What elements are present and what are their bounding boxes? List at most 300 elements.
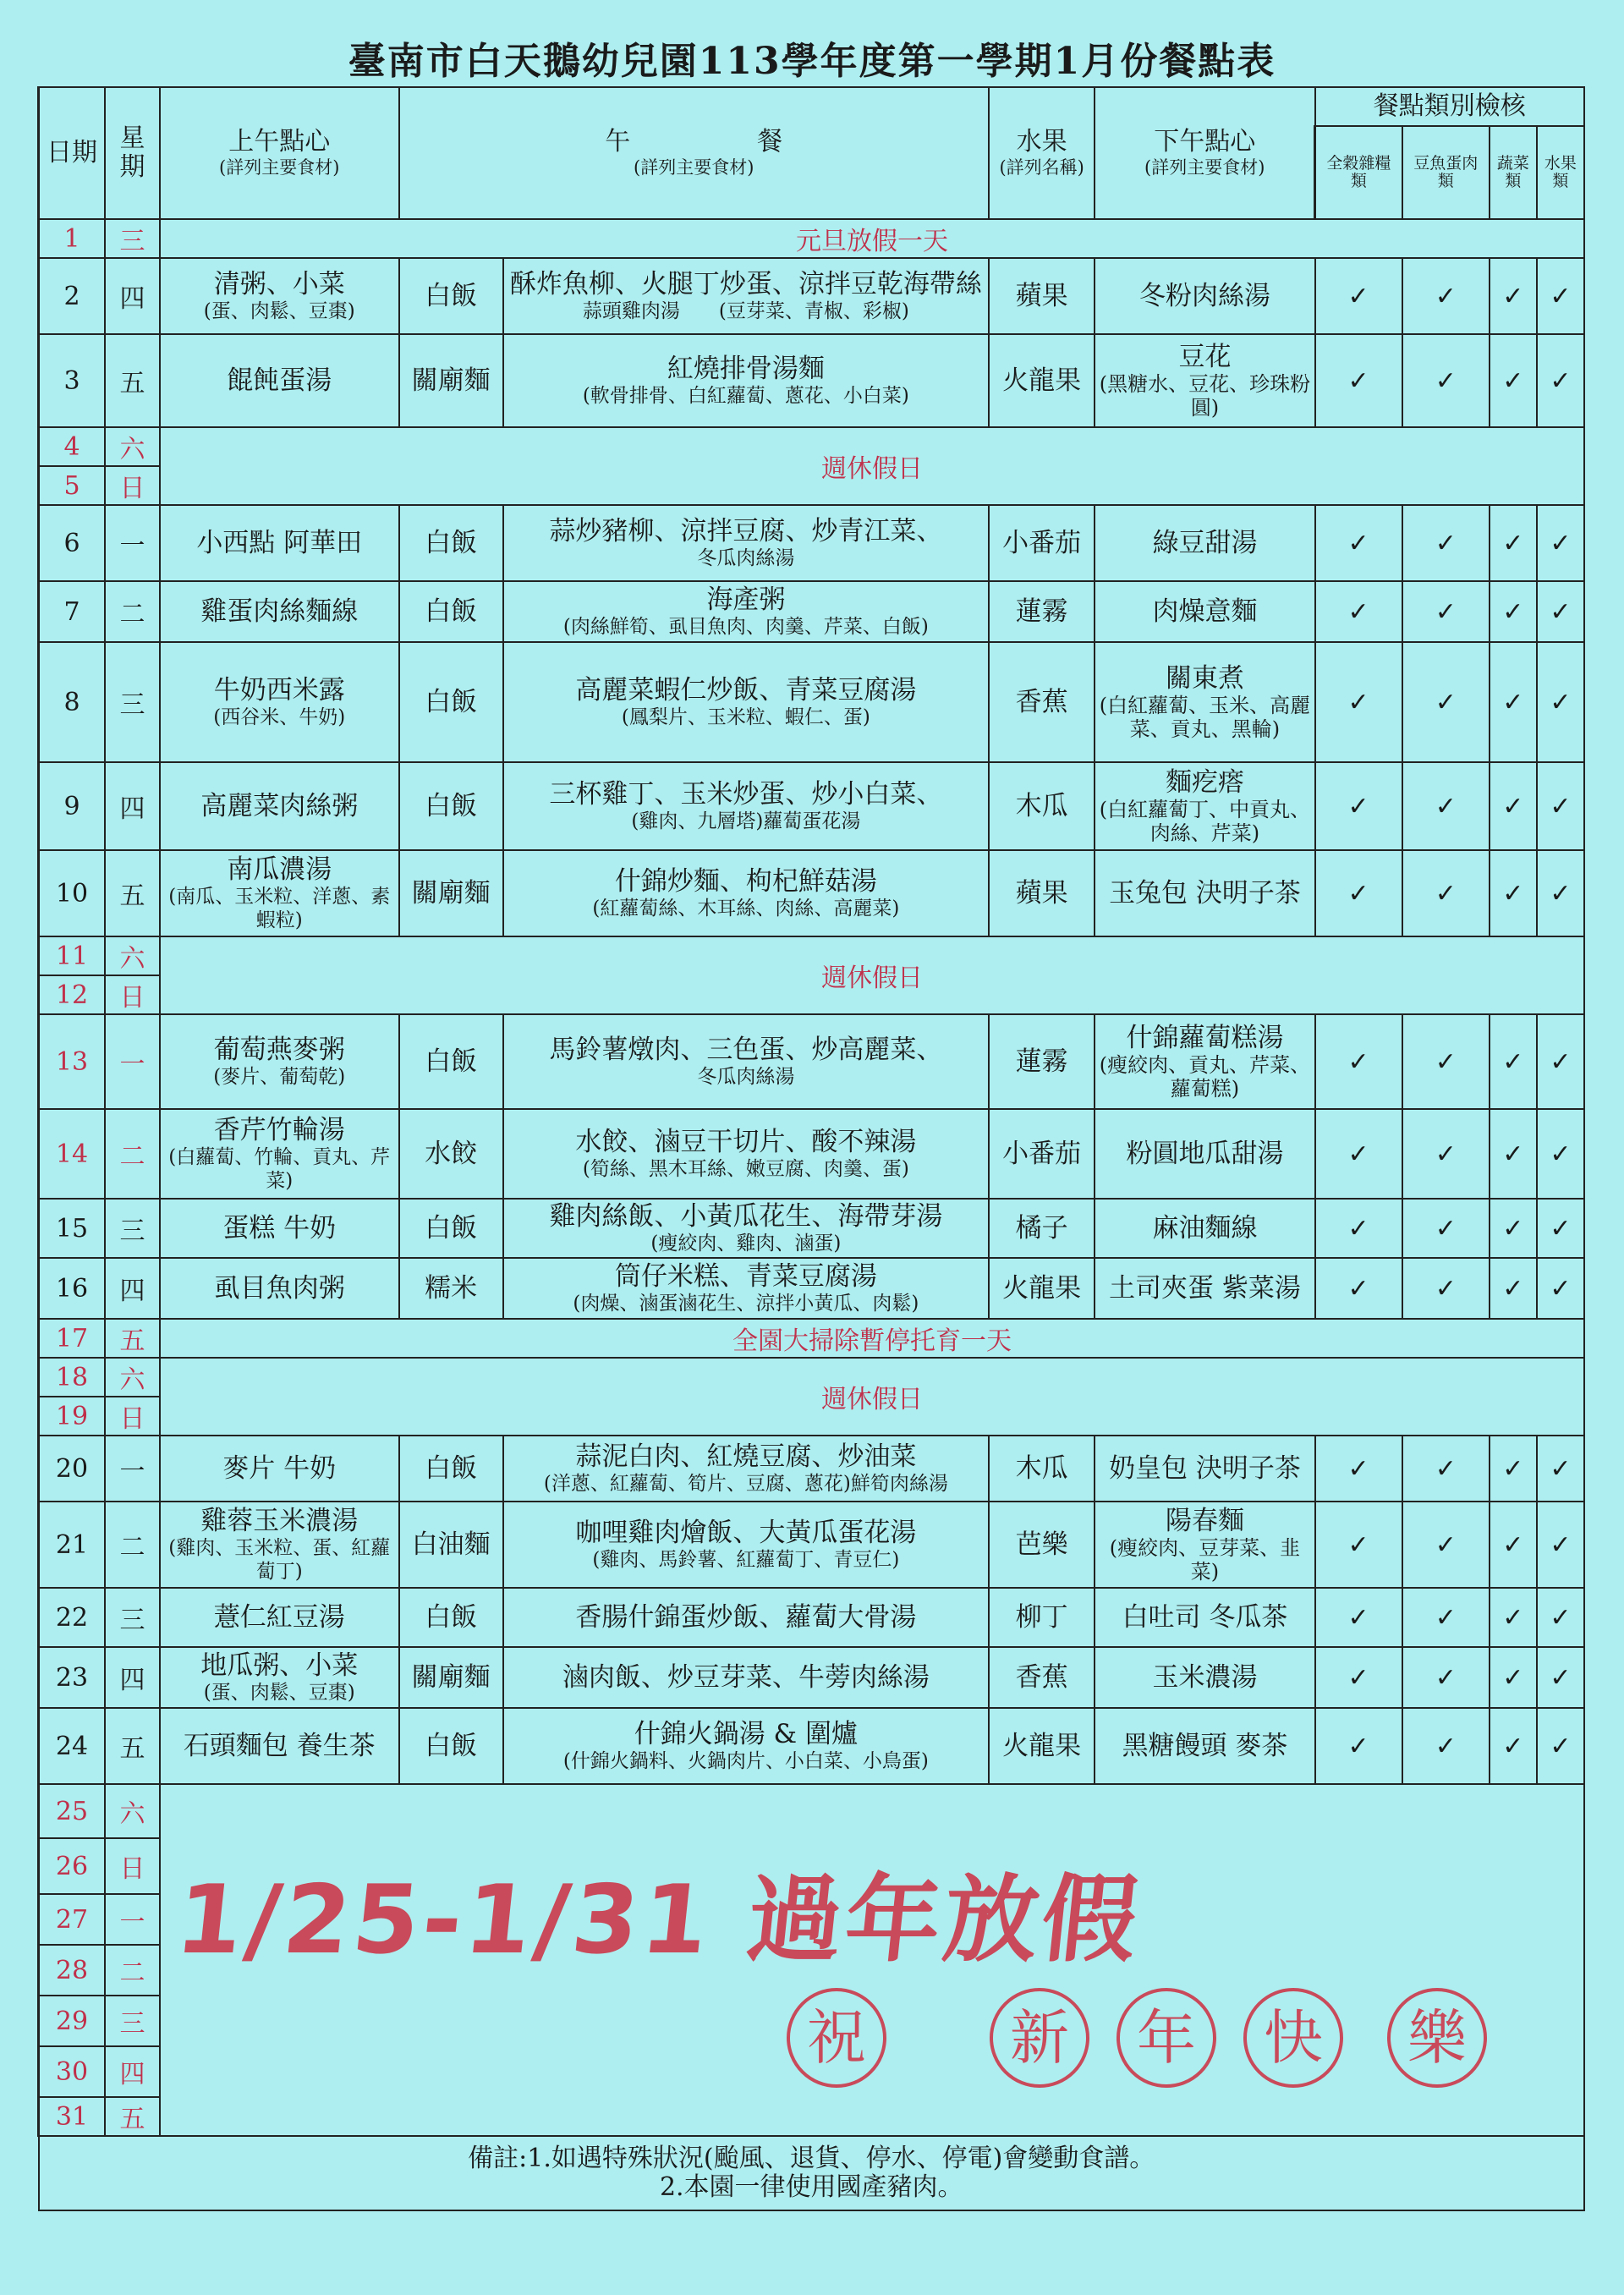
check-mark: ✓: [1315, 1647, 1402, 1708]
day-cell: 29: [39, 1996, 105, 2046]
pm-snack-name: 麵疙瘩: [1165, 767, 1244, 798]
day-cell: 11: [39, 936, 105, 975]
pm-snack-ingredients: (白紅蘿蔔丁、中貢丸、肉絲、芹菜): [1099, 798, 1311, 845]
day-cell: 2: [39, 258, 105, 334]
lunch-cell: [503, 1109, 989, 1199]
check-mark: ✓: [1537, 1502, 1584, 1588]
weekday-cell: 日: [105, 466, 160, 505]
weekday-cell: 四: [105, 1647, 160, 1708]
am-snack-ingredients: (白蘿蔔、竹輪、貢丸、芹菜): [168, 1146, 391, 1192]
check-mark: ✓: [1490, 1708, 1537, 1784]
pm-snack-name: 關東煮: [1165, 663, 1244, 694]
weekday-cell: 三: [105, 1588, 160, 1647]
holiday-cell: 週休假日: [160, 427, 1584, 505]
pm-snack-name: 粉圓地瓜甜湯: [1126, 1139, 1284, 1169]
staple-cell: 白飯: [399, 1588, 503, 1647]
fruit-cell: 蓮霧: [989, 1014, 1095, 1109]
day-cell: 23: [39, 1647, 105, 1708]
menu-row: [39, 850, 1585, 936]
check-mark: ✓: [1537, 1436, 1584, 1502]
staple-cell: 白飯: [399, 258, 503, 334]
day-cell: 3: [39, 334, 105, 427]
lunch-cell: [503, 1502, 989, 1588]
check-mark: ✓: [1537, 334, 1584, 427]
lunch-ingredients: (軟骨排骨、白紅蘿蔔、蔥花、小白菜): [582, 385, 909, 407]
check-mark: ✓: [1402, 1436, 1490, 1502]
check-mark: ✓: [1537, 581, 1584, 642]
lunch-ingredients: (雞肉、九層塔)蘿蔔蛋花湯: [631, 810, 861, 832]
day-cell: 6: [39, 505, 105, 581]
fruit-cell: 蘋果: [989, 258, 1095, 334]
weekday-cell: 三: [105, 1199, 160, 1258]
header-check: 餐點類別檢核: [1315, 87, 1584, 126]
check-mark: ✓: [1315, 1708, 1402, 1784]
day-cell: 5: [39, 466, 105, 505]
check-mark: ✓: [1402, 1199, 1490, 1258]
menu-row: [39, 936, 1585, 975]
am-snack-cell: [160, 1588, 399, 1647]
check-mark: ✓: [1315, 581, 1402, 642]
fruit-cell: 蘋果: [989, 850, 1095, 936]
lunch-dishes: 高麗菜蝦仁炒飯、青菜豆腐湯: [575, 675, 917, 706]
lunch-ingredients: (筍絲、黑木耳絲、嫩豆腐、肉羹、蛋): [582, 1158, 909, 1180]
check-mark: ✓: [1315, 505, 1402, 581]
am-snack-ingredients: (南瓜、玉米粒、洋蔥、素蝦粒): [168, 886, 391, 931]
day-cell: 24: [39, 1708, 105, 1784]
header-check-vegetable: 蔬菜類: [1490, 126, 1537, 219]
am-snack-cell: [160, 258, 399, 334]
day-cell: 16: [39, 1258, 105, 1319]
menu-row: [39, 1258, 1585, 1319]
weekday-cell: 五: [105, 2097, 160, 2136]
pm-snack-ingredients: (白紅蘿蔔、玉米、高麗菜、貢丸、黑輪): [1099, 694, 1311, 741]
lunch-dishes: 三杯雞丁、玉米炒蛋、炒小白菜、: [549, 779, 943, 810]
am-snack-cell: [160, 850, 399, 936]
lunch-cell: [503, 581, 989, 642]
pm-snack-cell: [1095, 1708, 1314, 1784]
lunch-cell: [503, 762, 989, 850]
day-cell: 19: [39, 1397, 105, 1436]
menu-row: [39, 1784, 1585, 1838]
lunch-cell: [503, 1014, 989, 1109]
day-cell: 1: [39, 219, 105, 258]
staple-cell: 白飯: [399, 1436, 503, 1502]
weekday-cell: 日: [105, 1838, 160, 1894]
menu-row: [39, 427, 1585, 466]
lunch-cell: [503, 1588, 989, 1647]
menu-row: [39, 642, 1585, 762]
staple-cell: 白油麵: [399, 1502, 503, 1588]
weekday-cell: 三: [105, 1996, 160, 2046]
check-mark: ✓: [1490, 505, 1537, 581]
lunch-cell: [503, 334, 989, 427]
new-year-banner: 1/25-1/31 過年放假: [171, 1865, 1146, 1975]
lunch-dishes: 雞肉絲飯、小黃瓜花生、海帶芽湯: [549, 1201, 943, 1232]
pm-snack-name: 白吐司 冬瓜茶: [1122, 1602, 1288, 1633]
check-mark: ✓: [1315, 1014, 1402, 1109]
menu-row: [39, 1436, 1585, 1502]
lunch-dishes: 水餃、滷豆干切片、酸不辣湯: [575, 1127, 917, 1157]
greeting-char-1: 祝: [787, 1988, 886, 2088]
check-mark: ✓: [1537, 1258, 1584, 1319]
weekday-cell: 五: [105, 1708, 160, 1784]
check-mark: ✓: [1537, 1199, 1584, 1258]
am-snack-name: 麥片 牛奶: [222, 1453, 337, 1484]
check-mark: ✓: [1490, 762, 1537, 850]
day-cell: 14: [39, 1109, 105, 1199]
pm-snack-cell: [1095, 505, 1314, 581]
staple-cell: 關廟麵: [399, 1647, 503, 1708]
check-mark: ✓: [1315, 762, 1402, 850]
pm-snack-cell: [1095, 1014, 1314, 1109]
staple-cell: 水餃: [399, 1109, 503, 1199]
pm-snack-cell: [1095, 762, 1314, 850]
day-cell: 26: [39, 1838, 105, 1894]
check-mark: ✓: [1402, 850, 1490, 936]
am-snack-ingredients: (蛋、肉鬆、豆棗): [203, 300, 355, 322]
am-snack-cell: [160, 1502, 399, 1588]
fruit-cell: 火龍果: [989, 1258, 1095, 1319]
am-snack-ingredients: (雞肉、玉米粒、蛋、紅蘿蔔丁): [168, 1537, 391, 1583]
staple-cell: 白飯: [399, 1014, 503, 1109]
check-mark: ✓: [1315, 258, 1402, 334]
day-cell: 7: [39, 581, 105, 642]
check-mark: ✓: [1315, 334, 1402, 427]
check-mark: ✓: [1490, 1014, 1537, 1109]
am-snack-name: 南瓜濃湯: [227, 854, 332, 885]
note-line-2: 2.本園一律使用國產豬肉。: [659, 2172, 963, 2202]
check-mark: ✓: [1402, 1258, 1490, 1319]
check-mark: ✓: [1315, 1258, 1402, 1319]
pm-snack-cell: [1095, 1258, 1314, 1319]
pm-snack-cell: [1095, 642, 1314, 762]
menu-row: [39, 258, 1585, 334]
am-snack-name: 餛飩蛋湯: [227, 365, 332, 396]
header-day: 日期: [39, 87, 105, 219]
lunch-cell: [503, 1436, 989, 1502]
day-cell: 10: [39, 850, 105, 936]
weekday-cell: 四: [105, 2046, 160, 2097]
weekday-cell: 五: [105, 334, 160, 427]
lunch-dishes: 香腸什錦蛋炒飯、蘿蔔大骨湯: [575, 1602, 917, 1633]
check-mark: ✓: [1537, 258, 1584, 334]
check-mark: ✓: [1537, 1014, 1584, 1109]
check-mark: ✓: [1537, 1588, 1584, 1647]
lunch-ingredients: (洋蔥、紅蘿蔔、筍片、豆腐、蔥花)鮮筍肉絲湯: [543, 1473, 948, 1495]
weekday-cell: 二: [105, 1502, 160, 1588]
lunch-cell: [503, 1647, 989, 1708]
lunch-dishes: 蒜炒豬柳、涼拌豆腐、炒青江菜、: [549, 516, 943, 546]
am-snack-cell: [160, 1199, 399, 1258]
am-snack-cell: [160, 334, 399, 427]
check-mark: ✓: [1490, 1588, 1537, 1647]
check-mark: ✓: [1490, 1502, 1537, 1588]
check-mark: ✓: [1537, 1708, 1584, 1784]
menu-row: [39, 1502, 1585, 1588]
lunch-cell: [503, 1199, 989, 1258]
check-mark: ✓: [1490, 1258, 1537, 1319]
fruit-cell: 柳丁: [989, 1588, 1095, 1647]
am-snack-cell: [160, 762, 399, 850]
am-snack-name: 高麗菜肉絲粥: [200, 791, 359, 821]
header-am-snack: 上午點心 (詳列主要食材): [160, 87, 399, 219]
lunch-ingredients: (肉燥、滷蛋滷花生、涼拌小黃瓜、肉鬆): [573, 1293, 919, 1315]
am-snack-cell: [160, 1258, 399, 1319]
check-mark: ✓: [1402, 258, 1490, 334]
am-snack-ingredients: (蛋、肉鬆、豆棗): [203, 1682, 355, 1704]
check-mark: ✓: [1315, 642, 1402, 762]
weekday-cell: 三: [105, 219, 160, 258]
am-snack-cell: [160, 1436, 399, 1502]
pm-snack-name: 陽春麵: [1165, 1506, 1244, 1536]
weekday-cell: 四: [105, 258, 160, 334]
header-pm-snack: 下午點心 (詳列主要食材): [1095, 87, 1314, 219]
check-mark: ✓: [1490, 1199, 1537, 1258]
day-cell: 4: [39, 427, 105, 466]
weekday-cell: 日: [105, 975, 160, 1014]
greeting-char-3: 年: [1116, 1988, 1216, 2088]
day-cell: 28: [39, 1945, 105, 1996]
menu-row: [39, 1014, 1585, 1109]
header-weekday: 星期: [105, 87, 160, 219]
am-snack-cell: [160, 1708, 399, 1784]
am-snack-name: 香芹竹輪湯: [213, 1115, 345, 1145]
holiday-cell: 全園大掃除暫停托育一天: [160, 1319, 1584, 1358]
pm-snack-name: 豆花: [1178, 342, 1232, 372]
pm-snack-cell: [1095, 1588, 1314, 1647]
staple-cell: 關廟麵: [399, 850, 503, 936]
pm-snack-cell: [1095, 1199, 1314, 1258]
staple-cell: 白飯: [399, 762, 503, 850]
greeting-char-2: 新: [990, 1988, 1089, 2088]
menu-row: [39, 762, 1585, 850]
am-snack-cell: [160, 1014, 399, 1109]
lunch-dishes: 紅燒排骨湯麵: [667, 354, 825, 384]
day-cell: 18: [39, 1358, 105, 1397]
lunch-cell: [503, 505, 989, 581]
check-mark: ✓: [1402, 1109, 1490, 1199]
pm-snack-cell: [1095, 1436, 1314, 1502]
check-mark: ✓: [1490, 334, 1537, 427]
am-snack-name: 地瓜粥、小菜: [200, 1650, 359, 1681]
fruit-cell: 芭樂: [989, 1502, 1095, 1588]
fruit-cell: 火龍果: [989, 334, 1095, 427]
check-mark: ✓: [1315, 1588, 1402, 1647]
am-snack-ingredients: (麥片、葡萄乾): [213, 1066, 346, 1088]
weekday-cell: 一: [105, 1014, 160, 1109]
day-cell: 31: [39, 2097, 105, 2136]
staple-cell: 白飯: [399, 581, 503, 642]
check-mark: ✓: [1315, 1502, 1402, 1588]
fruit-cell: 小番茄: [989, 1109, 1095, 1199]
pm-snack-name: 肉燥意麵: [1152, 596, 1258, 627]
header-check-grain: 全穀雜糧類: [1315, 126, 1402, 219]
header-check-protein: 豆魚蛋肉類: [1402, 126, 1490, 219]
menu-row: [39, 1708, 1585, 1784]
check-mark: ✓: [1490, 1647, 1537, 1708]
am-snack-cell: [160, 1109, 399, 1199]
lunch-dishes: 什錦炒麵、枸杞鮮菇湯: [614, 866, 877, 897]
check-mark: ✓: [1537, 762, 1584, 850]
am-snack-name: 雞蛋肉絲麵線: [200, 596, 359, 627]
weekday-cell: 五: [105, 850, 160, 936]
lunch-ingredients: (紅蘿蔔絲、木耳絲、肉絲、高麗菜): [592, 898, 900, 920]
weekday-cell: 日: [105, 1397, 160, 1436]
pm-snack-name: 麻油麵線: [1152, 1213, 1258, 1244]
check-mark: ✓: [1490, 258, 1537, 334]
menu-row: [39, 581, 1585, 642]
weekday-cell: 六: [105, 1784, 160, 1838]
lunch-cell: [503, 1708, 989, 1784]
pm-snack-name: 玉兔包 決明子茶: [1109, 878, 1301, 909]
pm-snack-name: 奶皇包 決明子茶: [1109, 1453, 1301, 1484]
staple-cell: 白飯: [399, 642, 503, 762]
pm-snack-cell: [1095, 1647, 1314, 1708]
am-snack-name: 蛋糕 牛奶: [222, 1213, 337, 1244]
greeting-char-5: 樂: [1387, 1988, 1487, 2088]
greeting-char-4: 快: [1243, 1988, 1343, 2088]
lunch-dishes: 什錦火鍋湯 & 圍爐: [634, 1719, 859, 1749]
pm-snack-ingredients: (黑糖水、豆花、珍珠粉圓): [1099, 372, 1311, 420]
check-mark: ✓: [1537, 642, 1584, 762]
fruit-cell: 橘子: [989, 1199, 1095, 1258]
notes: [39, 2136, 1585, 2210]
pm-snack-cell: [1095, 258, 1314, 334]
lunch-ingredients: 冬瓜肉絲湯: [697, 547, 795, 569]
weekday-cell: 六: [105, 936, 160, 975]
check-mark: ✓: [1490, 581, 1537, 642]
am-snack-cell: [160, 505, 399, 581]
pm-snack-cell: [1095, 1109, 1314, 1199]
menu-row: [39, 1319, 1585, 1358]
menu-row: [39, 505, 1585, 581]
note-line-1: 備註:1.如遇特殊狀況(颱風、退貨、停水、停電)會變動食譜。: [468, 2144, 1155, 2173]
staple-cell: 白飯: [399, 1199, 503, 1258]
check-mark: ✓: [1402, 642, 1490, 762]
am-snack-name: 牛奶西米露: [213, 675, 345, 706]
holiday-cell: 週休假日: [160, 936, 1584, 1014]
am-snack-name: 薏仁紅豆湯: [213, 1602, 345, 1633]
check-mark: ✓: [1402, 581, 1490, 642]
lunch-dishes: 馬鈴薯燉肉、三色蛋、炒高麗菜、: [549, 1035, 943, 1065]
menu-row: [39, 334, 1585, 427]
weekday-cell: 三: [105, 642, 160, 762]
lunch-dishes: 蒜泥白肉、紅燒豆腐、炒油菜: [575, 1441, 917, 1472]
weekday-cell: 一: [105, 1436, 160, 1502]
check-mark: ✓: [1490, 1109, 1537, 1199]
pm-snack-ingredients: (瘦絞肉、貢丸、芹菜、蘿蔔糕): [1099, 1053, 1311, 1101]
check-mark: ✓: [1402, 762, 1490, 850]
weekday-cell: 六: [105, 1358, 160, 1397]
check-mark: ✓: [1402, 1502, 1490, 1588]
day-cell: 27: [39, 1894, 105, 1945]
holiday-cell: 週休假日: [160, 1358, 1584, 1436]
day-cell: 12: [39, 975, 105, 1014]
header-fruit: 水果 (詳列名稱): [989, 87, 1095, 219]
check-mark: ✓: [1402, 1647, 1490, 1708]
weekday-cell: 四: [105, 762, 160, 850]
day-cell: 22: [39, 1588, 105, 1647]
weekday-cell: 一: [105, 505, 160, 581]
staple-cell: 糯米: [399, 1258, 503, 1319]
fruit-cell: 小番茄: [989, 505, 1095, 581]
fruit-cell: 香蕉: [989, 1647, 1095, 1708]
am-snack-cell: [160, 581, 399, 642]
check-mark: ✓: [1315, 1436, 1402, 1502]
check-mark: ✓: [1315, 1199, 1402, 1258]
pm-snack-name: 綠豆甜湯: [1152, 528, 1258, 558]
pm-snack-name: 土司夾蛋 紫菜湯: [1109, 1273, 1301, 1304]
check-mark: ✓: [1537, 850, 1584, 936]
pm-snack-cell: [1095, 1502, 1314, 1588]
menu-row: [39, 1358, 1585, 1397]
header-check-fruit: 水果類: [1537, 126, 1584, 219]
check-mark: ✓: [1402, 1708, 1490, 1784]
lunch-dishes: 筒仔米糕、青菜豆腐湯: [614, 1261, 877, 1292]
fruit-cell: 蓮霧: [989, 581, 1095, 642]
check-mark: ✓: [1402, 505, 1490, 581]
page-title: 臺南市白天鵝幼兒園113學年度第一學期1月份餐點表: [348, 40, 1276, 83]
weekday-cell: 二: [105, 581, 160, 642]
weekday-cell: 六: [105, 427, 160, 466]
header-lunch: 午 餐 (詳列主要食材): [399, 87, 989, 219]
holiday-cell: 元旦放假一天: [160, 219, 1584, 258]
check-mark: ✓: [1490, 642, 1537, 762]
weekday-cell: 一: [105, 1894, 160, 1945]
check-mark: ✓: [1537, 1647, 1584, 1708]
lunch-ingredients: 蒜頭雞肉湯 (豆芽菜、青椒、彩椒): [582, 300, 909, 322]
check-mark: ✓: [1402, 334, 1490, 427]
day-cell: 25: [39, 1784, 105, 1838]
day-cell: 13: [39, 1014, 105, 1109]
menu-row: [39, 1109, 1585, 1199]
am-snack-cell: [160, 642, 399, 762]
am-snack-ingredients: (西谷米、牛奶): [213, 706, 346, 728]
day-cell: 9: [39, 762, 105, 850]
check-mark: ✓: [1490, 1436, 1537, 1502]
fruit-cell: 香蕉: [989, 642, 1095, 762]
weekday-cell: 五: [105, 1319, 160, 1358]
lunch-ingredients: (雞肉、馬鈴薯、紅蘿蔔丁、青豆仁): [592, 1549, 900, 1571]
lunch-cell: [503, 258, 989, 334]
pm-snack-cell: [1095, 334, 1314, 427]
am-snack-name: 葡萄燕麥粥: [213, 1035, 345, 1065]
fruit-cell: 木瓜: [989, 1436, 1095, 1502]
pm-snack-cell: [1095, 850, 1314, 936]
am-snack-name: 小西點 阿華田: [196, 528, 363, 558]
lunch-dishes: 滷肉飯、炒豆芽菜、牛蒡肉絲湯: [562, 1662, 930, 1693]
check-mark: ✓: [1402, 1588, 1490, 1647]
lunch-dishes: 海產粥: [706, 585, 786, 615]
pm-snack-name: 玉米濃湯: [1152, 1662, 1258, 1693]
menu-row: [39, 1588, 1585, 1647]
am-snack-name: 石頭麵包 養生茶: [183, 1731, 376, 1761]
check-mark: ✓: [1315, 850, 1402, 936]
menu-row: [39, 219, 1585, 258]
day-cell: 15: [39, 1199, 105, 1258]
am-snack-cell: [160, 1647, 399, 1708]
am-snack-name: 虱目魚肉粥: [213, 1273, 345, 1304]
day-cell: 17: [39, 1319, 105, 1358]
lunch-ingredients: (肉絲鮮筍、虱目魚肉、肉羹、芹菜、白飯): [562, 616, 929, 638]
check-mark: ✓: [1537, 505, 1584, 581]
fruit-cell: 木瓜: [989, 762, 1095, 850]
weekday-cell: 二: [105, 1945, 160, 1996]
fruit-cell: 火龍果: [989, 1708, 1095, 1784]
staple-cell: 白飯: [399, 505, 503, 581]
menu-row: [39, 1199, 1585, 1258]
weekday-cell: 四: [105, 1258, 160, 1319]
